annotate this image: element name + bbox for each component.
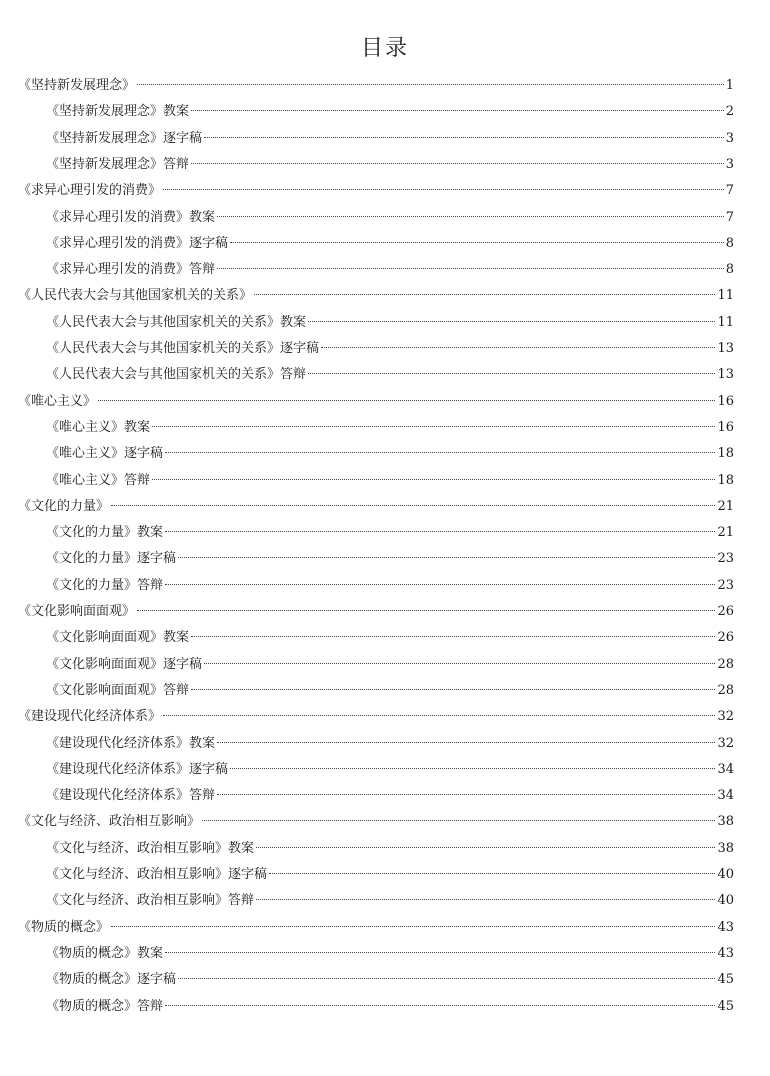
toc-dot-leader: [111, 926, 715, 927]
toc-dot-leader: [321, 347, 715, 348]
toc-entry-page-number: 7: [725, 183, 734, 199]
toc-entry-label: 《物质的概念》教案: [46, 945, 164, 961]
toc-entry-subsection[interactable]: [46, 969, 734, 991]
toc-entry-label: 《人民代表大会与其他国家机关的关系》: [18, 288, 253, 304]
toc-entry-subsection[interactable]: [46, 233, 734, 255]
toc-dot-leader: [217, 216, 724, 217]
toc-entry-label: 《物质的概念》答辩: [46, 998, 164, 1014]
toc-dot-leader: [191, 110, 724, 111]
toc-dot-leader: [202, 820, 715, 821]
toc-entry-subsection[interactable]: [46, 312, 734, 334]
toc-entry-subsection[interactable]: [46, 575, 734, 597]
page-title: 目录: [360, 36, 409, 61]
toc-entry-page-number: 43: [717, 945, 734, 961]
toc-entry-subsection[interactable]: [46, 548, 734, 570]
toc-entry-page-number: 18: [717, 446, 734, 462]
toc-entry-label: 《建设现代化经济体系》答辩: [46, 788, 216, 804]
toc-dot-leader: [163, 189, 724, 190]
toc-entry-subsection[interactable]: [46, 364, 734, 386]
toc-entry-section[interactable]: [18, 811, 734, 833]
toc-dot-leader: [217, 742, 715, 743]
toc-entry-section[interactable]: [18, 917, 734, 939]
toc-entry-subsection[interactable]: [46, 943, 734, 965]
toc-dot-leader: [217, 268, 724, 269]
toc-entry-section[interactable]: [18, 180, 734, 202]
toc-entry-page-number: 21: [717, 498, 734, 514]
toc-dot-leader: [256, 847, 715, 848]
toc-entry-label: 《文化影响面面观》: [18, 604, 136, 619]
toc-entry-subsection[interactable]: [46, 864, 734, 886]
toc-entry-section[interactable]: [18, 496, 734, 518]
toc-dot-leader: [308, 373, 715, 374]
toc-entry-label: 《坚持新发展理念》: [18, 78, 136, 93]
toc-entry-label: 《唯心主义》答辩: [46, 472, 151, 488]
toc-entry-label: 《求异心理引发的消费》: [18, 183, 162, 199]
toc-entry-page-number: 45: [717, 972, 734, 988]
toc-entry-section[interactable]: [18, 75, 734, 97]
toc-entry-page-number: 40: [717, 893, 734, 909]
toc-dot-leader: [191, 689, 715, 690]
toc-entry-page-number: 40: [717, 867, 734, 882]
toc-dot-leader: [230, 768, 715, 769]
toc-entry-label: 《文化的力量》逐字稿: [46, 551, 177, 567]
toc-entry-label: 《唯心主义》: [18, 393, 97, 409]
toc-entry-subsection[interactable]: [46, 890, 734, 912]
toc-dot-leader: [178, 557, 715, 558]
toc-entry-page-number: 45: [717, 998, 734, 1014]
toc-dot-leader: [308, 321, 715, 322]
toc-entry-page-number: 3: [725, 130, 734, 146]
toc-entry-page-number: 1: [725, 78, 734, 93]
toc-entry-subsection[interactable]: [46, 207, 734, 229]
toc-entry-page-number: 23: [717, 577, 734, 593]
toc-dot-leader: [269, 873, 715, 874]
toc-dot-leader: [165, 1005, 715, 1006]
toc-dot-leader: [256, 899, 715, 900]
toc-entry-label: 《文化影响面面观》答辩: [46, 682, 190, 698]
toc-entry-label: 《人民代表大会与其他国家机关的关系》答辩: [46, 367, 307, 383]
toc-entry-label: 《坚持新发展理念》教案: [46, 104, 190, 120]
toc-entry-page-number: 16: [717, 419, 734, 435]
toc-entry-label: 《建设现代化经济体系》教案: [46, 735, 216, 751]
toc-entry-label: 《求异心理引发的消费》教案: [46, 209, 216, 225]
toc-dot-leader: [204, 663, 715, 664]
toc-entry-label: 《文化的力量》: [18, 498, 110, 514]
toc-entry-label: 《求异心理引发的消费》逐字稿: [46, 235, 229, 251]
toc-entry-section[interactable]: [18, 285, 734, 307]
toc-dot-leader: [152, 426, 715, 427]
toc-entry-page-number: 32: [717, 735, 734, 751]
toc-entry-page-number: 8: [725, 235, 734, 251]
toc-entry-subsection[interactable]: [46, 259, 734, 281]
toc-entry-label: 《唯心主义》教案: [46, 419, 151, 435]
toc-entry-label: 《文化影响面面观》教案: [46, 630, 190, 646]
toc-entry-page-number: 43: [717, 919, 734, 935]
toc-entry-label: 《人民代表大会与其他国家机关的关系》逐字稿: [46, 341, 320, 356]
toc-entry-page-number: 16: [717, 393, 734, 409]
toc-entry-label: 《文化与经济、政治相互影响》逐字稿: [46, 867, 268, 882]
toc-dot-leader: [165, 952, 715, 953]
toc-entry-page-number: 28: [717, 682, 734, 698]
toc-dot-leader: [98, 400, 715, 401]
toc-entry-page-number: 8: [725, 262, 734, 278]
toc-entry-section[interactable]: [18, 601, 734, 623]
toc-dot-leader: [165, 452, 715, 453]
toc-entry-label: 《文化的力量》教案: [46, 525, 164, 541]
toc-entry-subsection[interactable]: [46, 338, 734, 360]
toc-entry-subsection[interactable]: [46, 654, 734, 676]
toc-entry-subsection[interactable]: [46, 785, 734, 807]
toc-entry-subsection[interactable]: [46, 733, 734, 755]
toc-entry-page-number: 18: [717, 472, 734, 488]
toc-entry-page-number: 21: [717, 525, 734, 541]
toc-entry-section[interactable]: [18, 706, 734, 728]
toc-entry-section[interactable]: [18, 391, 734, 413]
toc-entry-page-number: 34: [717, 788, 734, 804]
toc-entry-page-number: 23: [717, 551, 734, 567]
toc-entry-page-number: 13: [717, 367, 734, 383]
toc-entry-page-number: 28: [717, 656, 734, 672]
toc-entry-label: 《文化与经济、政治相互影响》教案: [46, 840, 255, 856]
toc-entry-label: 《文化的力量》答辩: [46, 577, 164, 593]
toc-entry-page-number: 38: [717, 840, 734, 856]
toc-entry-subsection[interactable]: [46, 627, 734, 649]
toc-entry-page-number: 26: [717, 630, 734, 646]
toc-dot-leader: [165, 584, 715, 585]
toc-entry-page-number: 11: [717, 288, 734, 304]
toc-entry-label: 《物质的概念》: [18, 919, 110, 935]
toc-dot-leader: [152, 479, 715, 480]
toc-entry-label: 《物质的概念》逐字稿: [46, 972, 177, 988]
toc-entry-label: 《文化影响面面观》逐字稿: [46, 656, 203, 672]
toc-dot-leader: [191, 163, 724, 164]
toc-entry-page-number: 34: [717, 761, 734, 777]
toc-entry-subsection[interactable]: [46, 680, 734, 702]
toc-entry-page-number: 3: [725, 156, 734, 172]
toc-entry-subsection[interactable]: [46, 522, 734, 544]
toc-entry-label: 《文化与经济、政治相互影响》答辩: [46, 893, 255, 909]
toc-entry-page-number: 13: [717, 341, 734, 356]
toc-dot-leader: [165, 531, 715, 532]
toc-dot-leader: [178, 978, 715, 979]
toc-dot-leader: [204, 137, 724, 138]
toc-entry-label: 《建设现代化经济体系》逐字稿: [46, 761, 229, 777]
toc-dot-leader: [230, 242, 724, 243]
toc-entry-subsection[interactable]: [46, 101, 734, 123]
toc-entry-label: 《坚持新发展理念》答辩: [46, 156, 190, 172]
toc-dot-leader: [163, 715, 715, 716]
toc-entry-label: 《建设现代化经济体系》: [18, 709, 162, 725]
toc-entry-label: 《人民代表大会与其他国家机关的关系》教案: [46, 314, 307, 330]
toc-entry-subsection[interactable]: [46, 443, 734, 465]
toc-dot-leader: [191, 636, 715, 637]
toc-entry-page-number: 11: [717, 314, 734, 330]
toc-entry-page-number: 7: [725, 209, 734, 225]
toc-entry-label: 《坚持新发展理念》逐字稿: [46, 130, 203, 146]
toc-entry-subsection[interactable]: [46, 759, 734, 781]
toc-dot-leader: [137, 610, 715, 611]
toc-dot-leader: [217, 794, 715, 795]
toc-entry-subsection[interactable]: [46, 154, 734, 176]
toc-entry-label: 《求异心理引发的消费》答辩: [46, 262, 216, 278]
toc-dot-leader: [111, 505, 715, 506]
toc-entry-page-number: 2: [725, 104, 734, 120]
toc-entry-subsection[interactable]: [46, 470, 734, 492]
toc-entry-subsection[interactable]: [46, 838, 734, 860]
toc-entry-page-number: 38: [717, 814, 734, 830]
toc-entry-label: 《唯心主义》逐字稿: [46, 446, 164, 462]
toc-dot-leader: [137, 84, 724, 85]
toc-entry-subsection[interactable]: [46, 417, 734, 439]
toc-entry-subsection[interactable]: [46, 128, 734, 150]
toc-entry-page-number: 32: [717, 709, 734, 725]
toc-entry-subsection[interactable]: [46, 996, 734, 1018]
toc-entry-page-number: 26: [717, 604, 734, 619]
toc-dot-leader: [254, 294, 715, 295]
toc-entry-label: 《文化与经济、政治相互影响》: [18, 814, 201, 830]
